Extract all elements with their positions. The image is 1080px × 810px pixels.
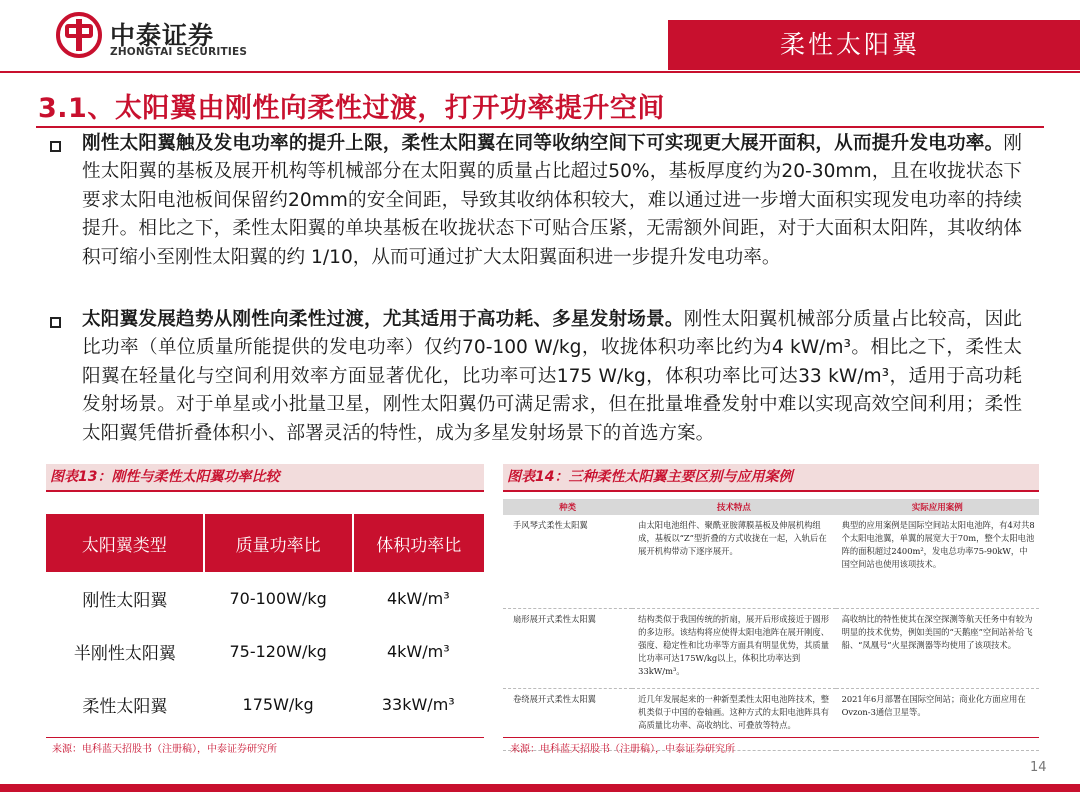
- table-cell: 由太阳电池组件、聚酰亚胺薄膜基板及伸展机构组成，基板以“Z”型折叠的方式收拢在一起，入轨后在展开机构带动下逐序展开。: [632, 515, 835, 609]
- bullet-2-text: 刚性太阳翼机械部分质量占比较高，因此比功率（单位质量所能提供的发电功率）仅约70-100 W/kg，收拢体积功率比约为4 kW/m³。相比之下，柔性太阳翼在轻量化与空间利用效率方面显著优化，比功率可达175 W/kg，体积功率比可达33 kW/m³，适用于高功耗发射场景。对于单星或小批量卫星，刚性太阳翼仍可满足需求，但在批量堆叠发射中难以实现高效空间利用；柔性太阳翼凭借折叠体积小、部署灵活的特性，成为多星发射场景下的首选方案。: [82, 309, 1022, 444]
- title-underline: [36, 126, 1044, 128]
- table-row: [503, 609, 1039, 689]
- table-cell: 75-120W/kg: [229, 642, 327, 661]
- table-header: 技术特点: [632, 499, 835, 515]
- table-header: 体积功率比: [353, 514, 484, 572]
- fig13-caption: 图表13：刚性与柔性太阳翼功率比较: [50, 469, 280, 485]
- table-header: 种类: [503, 499, 632, 515]
- table-header: 质量功率比: [204, 514, 353, 572]
- bullet-paragraph-2: [82, 306, 1022, 448]
- logo-chinese-name: 中泰证券: [110, 21, 215, 50]
- table-cell: 卷绕展开式柔性太阳翼: [503, 689, 632, 751]
- bullet-1-bold: 刚性太阳翼触及发电功率的提升上限，柔性太阳翼在同等收纳空间下可实现更大展开面积，从而提升发电功率。: [82, 133, 1004, 154]
- fig13-table: [46, 514, 484, 731]
- table-header: 实际应用案例: [836, 499, 1039, 515]
- table-cell: 手风琴式柔性太阳翼: [503, 515, 632, 609]
- fig14-caption-bar: [503, 464, 1039, 490]
- bullet-square-icon: [50, 317, 61, 328]
- table-cell: 4kW/m³: [386, 589, 450, 608]
- table-header: 太阳翼类型: [46, 514, 204, 572]
- section-tag: 柔性太阳翼: [668, 20, 1080, 70]
- table-row: [46, 572, 484, 625]
- header-divider: [0, 71, 1080, 73]
- table-cell: 高收纳比的特性使其在深空探测等航天任务中有较为明显的技术优势，例如美国的“天鹅座”空间站补给飞船、“凤凰号”火星探测器等均使用了该项技术。: [836, 609, 1039, 689]
- zhongtai-logo-icon: [56, 12, 102, 58]
- bullet-2-bold: 太阳翼发展趋势从刚性向柔性过渡，尤其适用于高功耗、多星发射场景。: [82, 309, 684, 330]
- page-number: 14: [1030, 760, 1047, 775]
- table-cell: 典型的应用案例是国际空间站太阳电池阵，有4对共8个太阳电池翼，单翼的展宽大于70m，整个太阳电池阵的面积超过2400m²，发电总功率75-90kW，中国空间站也使用该项技术。: [836, 515, 1039, 609]
- fig13-caption-rule: [46, 490, 484, 492]
- table-cell: 175W/kg: [242, 695, 314, 714]
- table-cell: 结构类似于我国传统的折扇，展开后形成接近于圆形的多边形。该结构将应使得太阳电池阵在展开刚度、强度、稳定性和比功率等方面具有明显优势，其质量比功率可达175W/kg以上，体积比功率达到33kW/m³。: [632, 609, 835, 689]
- fig14-table: [503, 499, 1039, 751]
- footer-bar: [0, 784, 1080, 792]
- bullet-square-icon: [50, 141, 61, 152]
- table-header-row: [503, 499, 1039, 515]
- table-header-row: [46, 514, 484, 572]
- fig14-caption-rule: [503, 490, 1039, 492]
- table-row: [46, 678, 484, 731]
- fig13-caption-bar: [46, 464, 484, 490]
- table-cell: 2021年6月部署在国际空间站；商业化方面应用在Ovzon-3通信卫星等。: [836, 689, 1039, 751]
- table-row: [503, 515, 1039, 609]
- page-title: 3.1、太阳翼由刚性向柔性过渡，打开功率提升空间: [38, 93, 665, 124]
- table-cell: 半刚性太阳翼: [73, 644, 176, 664]
- table-cell: 柔性太阳翼: [82, 697, 168, 717]
- logo-english-name: ZHONGTAI SECURITIES: [110, 46, 248, 58]
- table-cell: 近几年发展起来的一种新型柔性太阳电池阵技术，整机类似于中国的卷轴画。这种方式的太阳电池阵具有高质量比功率、高收纳比、可叠放等特点。: [632, 689, 835, 751]
- table-cell: 4kW/m³: [386, 642, 450, 661]
- bullet-1-text: 刚性太阳翼的基板及展开机构等机械部分在太阳翼的质量占比超过50%，基板厚度约为20-30mm，且在收拢状态下要求太阳电池板间保留约20mm的安全间距，导致其收纳体积较大，难以通过进一步增大面积实现发电功率的持续提升。相比之下，柔性太阳翼的单块基板在收拢状态下可贴合压紧，无需额外间距，对于大面积太阳阵，其收纳体积可缩小至刚性太阳翼的约 1/10，从而可通过扩大太阳翼面积进一步提升发电功率。: [82, 133, 1022, 268]
- table-cell: 70-100W/kg: [229, 589, 327, 608]
- fig14-caption: 图表14：三种柔性太阳翼主要区别与应用案例: [507, 469, 793, 485]
- fig14-source: 来源：电科蓝天招股书（注册稿），中泰证券研究所: [510, 744, 735, 755]
- table-cell: 33kW/m³: [381, 695, 455, 714]
- fig14-source-rule: [503, 737, 1039, 738]
- table-row: [46, 625, 484, 678]
- table-cell: 刚性太阳翼: [82, 591, 168, 611]
- fig13-source-rule: [46, 737, 484, 738]
- fig13-source: 来源：电科蓝天招股书（注册稿），中泰证券研究所: [52, 744, 277, 755]
- table-cell: 扇形展开式柔性太阳翼: [503, 609, 632, 689]
- bullet-paragraph-1: [82, 130, 1022, 272]
